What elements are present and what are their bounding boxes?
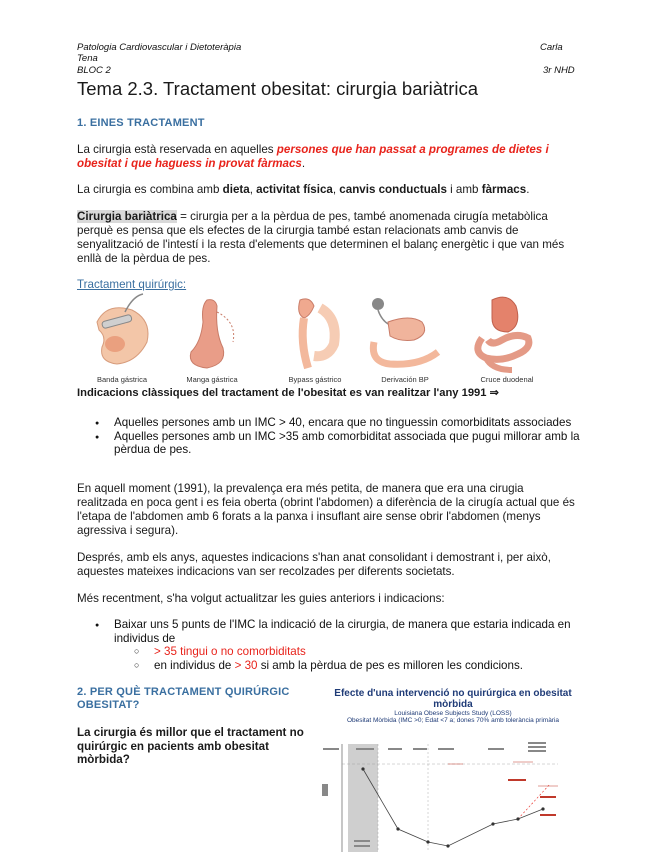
weight-change-chart	[318, 724, 588, 854]
paragraph-1	[77, 143, 577, 171]
sub1-text: > 35 tingui o no comorbiditats	[154, 645, 306, 658]
duodenal-switch-illustration	[462, 292, 552, 376]
chart-subtitle-1: Louisiana Obese Subjects Study (LOSS)	[394, 710, 512, 717]
procedure-label: Derivación BP	[381, 375, 429, 384]
p2-c: ,	[249, 183, 257, 196]
p2-activitat: activitat física	[256, 183, 333, 196]
section-heading-2	[77, 686, 290, 712]
chart-figure	[318, 688, 588, 859]
update-sublist	[77, 645, 583, 672]
header-course: Patologia Cardiovascular i Dietoteràpia	[77, 42, 242, 53]
p1-red-text: persones que han passat a programes de dietes i obesitat i que haguess in provat fàrmacs	[77, 143, 549, 170]
p1-end: .	[301, 157, 306, 170]
page-title: Tema 2.3. Tractament obesitat: cirurgia bariàtrica	[77, 78, 479, 99]
sub2-red: > 30	[234, 658, 258, 672]
chart-title: Efecte d'una intervenció no quirúrgica en obesitat mòrbida	[334, 688, 572, 710]
paragraph-3	[77, 210, 577, 266]
question-line3: mòrbida?	[77, 753, 130, 766]
list-item	[77, 659, 583, 673]
question-line1: La cirurgia és millor que el tractament no	[77, 726, 304, 739]
sub2-a: en individus de	[154, 658, 235, 672]
p3-rest: = cirurgia per a la pèrdua de pes, també anomenada cirugía metabòlica perquè es pensa que els efectes de la cirurgia també estan relacionats amb canvis de senyalització de l'intestí i la resta d'elements que determinen el balanç energètic i que van més enllà de la pèrdua de pes.	[77, 210, 565, 265]
list-item: ● Baixar uns 5 punts de l'IMC la indicació de la cirurgia, de manera que estaria indicada en individus de	[77, 618, 583, 645]
header-author-last: Tena	[77, 53, 98, 64]
list-item: ● Aquelles persones amb un IMC > 40, encara que no tinguessin comorbiditats associades	[77, 416, 583, 430]
p2-a: La cirurgia es combina amb	[77, 183, 223, 196]
list-item	[77, 645, 583, 659]
question-line2: quirúrgic en pacients amb obesitat	[77, 739, 269, 753]
list-item: ● Aquelles persones amb un IMC >35 amb comorbiditat associada que pugui millorar amb la pèrdua de pes.	[77, 430, 583, 457]
p2-farmacs: fàrmacs	[481, 183, 527, 196]
procedure-label: Bypass gástrico	[288, 375, 342, 384]
paragraph-5: Després, amb els anys, aquestes indicacions s'han anat consolidant i demostrant i, per això, aquestes mateixes indicacions van ser recolzades per diferents societats.	[77, 551, 551, 578]
procedure-label: Cruce duodenal	[480, 375, 534, 384]
question-text	[77, 726, 304, 767]
cirurgia-bariatrica-highlight: Cirurgia bariàtrica	[77, 210, 177, 223]
header-block: BLOC 2	[77, 65, 111, 76]
paragraph-6: Més recentment, s'ha volgut actualitzar les guies anteriors i indicacions:	[77, 592, 445, 605]
p2-dieta: dieta	[222, 183, 250, 196]
sub2-b: si amb la pèrdua de pes es milloren les condicions.	[257, 658, 523, 672]
section-heading-1: 1. EINES TRACTAMENT	[77, 117, 205, 129]
tractament-quirurgic-link[interactable]: Tractament quirúrgic:	[77, 278, 187, 291]
chart-shaded-region	[348, 744, 378, 852]
indications-heading: Indicacions clàssiques del tractament de l'obesitat es van realitzar l'any 1991 ⇒	[77, 387, 499, 399]
biliopancreatic-diversion-illustration	[360, 292, 450, 376]
p2-g: i amb	[446, 183, 482, 196]
header-group: 3r NHD	[543, 65, 575, 76]
p2-e: ,	[332, 183, 340, 196]
update-list	[77, 618, 583, 645]
procedure-label: Banda gástrica	[96, 375, 148, 384]
indications-list	[77, 416, 583, 457]
procedure-label: Manga gástrica	[186, 375, 238, 384]
chart-projection-line	[518, 784, 550, 819]
section2-heading-line1: 2. PER QUÈ TRACTAMENT QUIRÚRGIC	[77, 686, 290, 698]
gastric-sleeve-illustration	[167, 292, 257, 376]
p2-i: .	[526, 183, 530, 196]
p1-text: La cirurgia està reservada en aquelles	[77, 143, 277, 156]
paragraph-4: En aquell moment (1991), la prevalença era més petita, de manera que era una cirugia realitzada en poca gent i es feia oberta (obrint l'abdomen) a diferència de la cirugía actual que és l'etapa de l'abdomen amb 6 forats a la panxa i insuflant aire sense obrir l'abdomen (menys agressiva i segura).	[77, 482, 575, 537]
gastric-band-illustration	[77, 292, 167, 376]
p2-canvis: canvis conductuals	[339, 183, 447, 196]
chart-subtitle-2: Obesitat Mòrbida (IMC >0; Edat <7 a; dones 70% amb tolerància primària	[346, 717, 560, 724]
section2-heading-line2: OBESITAT?	[77, 699, 140, 711]
gastric-bypass-illustration	[270, 292, 360, 376]
header-author-first: Carla	[540, 42, 563, 53]
paragraph-2	[77, 183, 577, 197]
